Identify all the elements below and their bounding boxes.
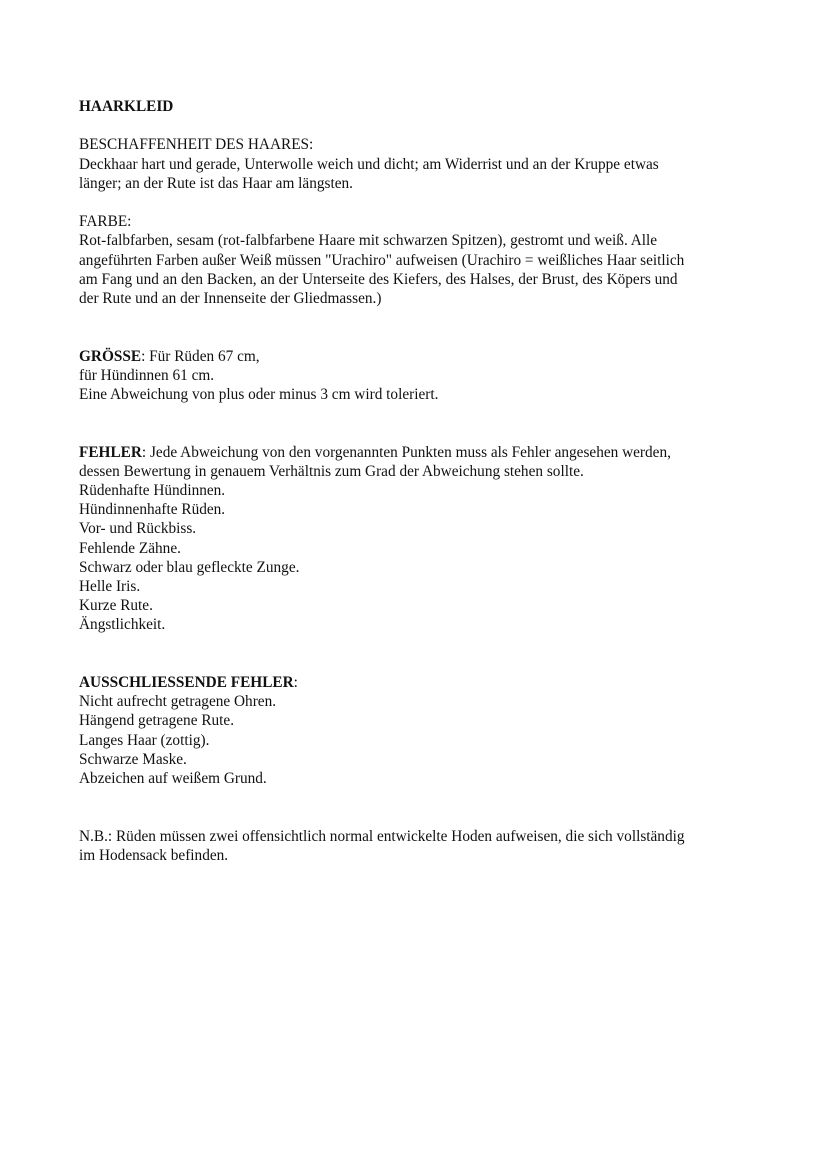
faults-text: : Jede Abweichung von den vorgenannten Punkten muss als Fehler angesehen werden,: [141, 443, 671, 461]
spacer: [79, 404, 759, 423]
spacer: [79, 423, 759, 442]
disqualifying-item: Schwarze Maske.: [79, 750, 187, 768]
spacer: [79, 308, 759, 327]
faults-item: Hündinnenhafte Rüden.: [79, 501, 226, 519]
document-page: [79, 97, 759, 865]
spacer: [79, 635, 759, 654]
note-line: im Hodensack befinden.: [79, 846, 229, 864]
color-line: der Rute und an der Innenseite der Gliedmassen.): [79, 290, 382, 307]
faults-item: Schwarz oder blau gefleckte Zunge.: [79, 558, 300, 576]
note-line: N.B.: Rüden müssen zwei offensichtlich normal entwickelte Hoden aufweisen, die sich vollständig: [79, 827, 685, 845]
size-line: Eine Abweichung von plus oder minus 3 cm wird toleriert.: [79, 385, 439, 403]
section-title: HAARKLEID: [79, 98, 174, 115]
coat-heading: BESCHAFFENHEIT DES HAARES:: [79, 136, 314, 154]
size-text: : Für Rüden 67 cm,: [141, 347, 260, 365]
disqualifying-first-line: [79, 673, 759, 692]
faults-item: Fehlende Zähne.: [79, 539, 181, 557]
spacer: [79, 788, 759, 807]
color-line: angeführten Farben außer Weiß müssen "Urachiro" aufweisen (Urachiro = weißliches Haar seitlich: [79, 251, 685, 269]
disqualifying-item: Abzeichen auf weißem Grund.: [79, 769, 267, 787]
faults-item: Kurze Rute.: [79, 597, 153, 615]
spacer: [79, 654, 759, 673]
spacer: [79, 193, 759, 212]
spacer: [79, 327, 759, 346]
faults-item: Vor- und Rückbiss.: [79, 520, 197, 538]
disqualifying-heading: AUSSCHLIESSENDE FEHLER: [79, 673, 294, 691]
color-heading: FARBE:: [79, 213, 132, 231]
disqualifying-item: Langes Haar (zottig).: [79, 731, 210, 749]
coat-line: länger; an der Rute ist das Haar am längsten.: [79, 174, 353, 192]
spacer: [79, 807, 759, 826]
coat-line: Deckhaar hart und gerade, Unterwolle weich und dicht; am Widerrist und an der Kruppe etwas: [79, 155, 659, 173]
color-line: am Fang und an den Backen, an der Unterseite des Kiefers, des Halses, der Brust, des Köpers und: [79, 270, 678, 288]
faults-first-line: [79, 443, 759, 462]
faults-item: Ängstlichkeit.: [79, 616, 166, 634]
faults-line: dessen Bewertung in genauem Verhältnis zum Grad der Abweichung stehen sollte.: [79, 462, 584, 480]
disqualifying-colon: :: [293, 673, 298, 691]
size-first-line: [79, 347, 759, 366]
disqualifying-item: Hängend getragene Rute.: [79, 712, 235, 730]
color-line: Rot-falbfarben, sesam (rot-falbfarbene Haare mit schwarzen Spitzen), gestromt und weiß. Alle: [79, 232, 658, 250]
spacer: [79, 116, 759, 135]
size-line: für Hündinnen 61 cm.: [79, 366, 215, 384]
faults-heading: FEHLER: [79, 443, 142, 461]
disqualifying-item: Nicht aufrecht getragene Ohren.: [79, 693, 277, 711]
faults-item: Rüdenhafte Hündinnen.: [79, 481, 226, 499]
faults-item: Helle Iris.: [79, 577, 141, 595]
size-heading: GRÖSSE: [79, 347, 142, 365]
